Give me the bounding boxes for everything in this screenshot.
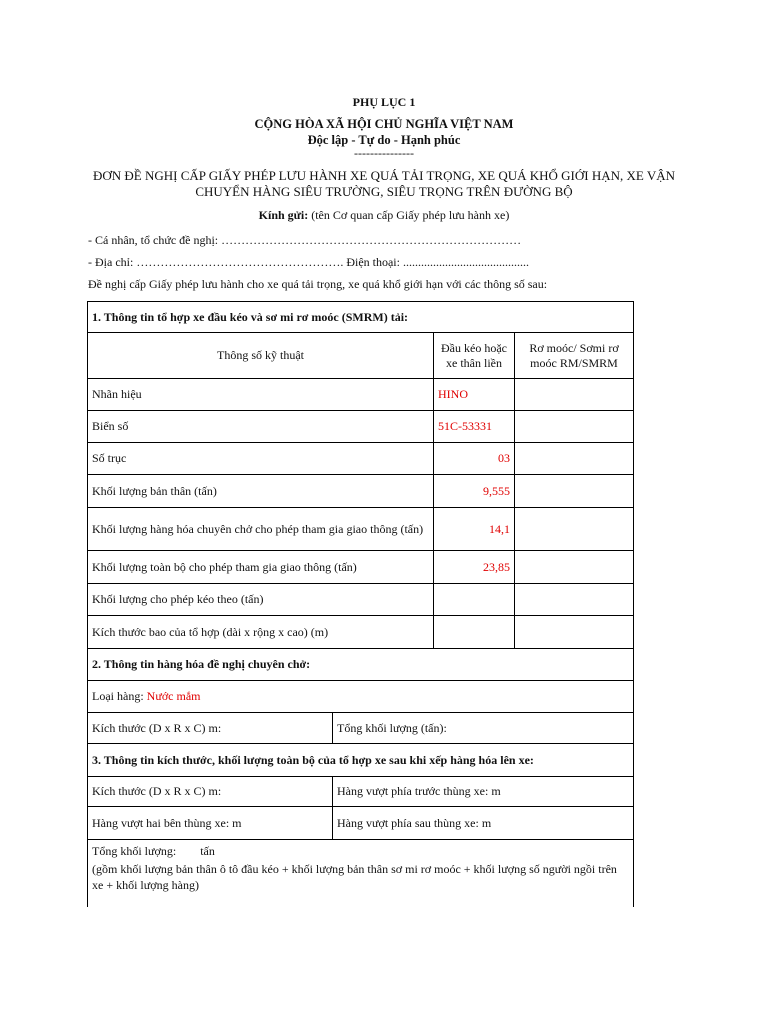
row-label: Số trục: [88, 443, 434, 475]
table-row: [88, 475, 634, 508]
table-row: [88, 411, 634, 443]
form-title-line1: ĐƠN ĐỀ NGHỊ CẤP GIẤY PHÉP LƯU HÀNH XE QUÁ TẢI TRỌNG, XE QUÁ KHỔ GIỚI HẠN, XE VẬN: [92, 168, 676, 183]
applicant-line: - Cá nhân, tổ chức đề nghị: …………………………………………………………………: [88, 233, 522, 247]
tractor-value: 03: [434, 443, 515, 475]
tractor-value: 14,1: [434, 508, 515, 551]
vehicle-info-table: [87, 301, 634, 907]
front-overhang: Hàng vượt phía trước thùng xe: m: [333, 777, 634, 807]
tractor-value: 9,555: [434, 475, 515, 508]
row-label: Khối lượng bản thân (tấn): [88, 475, 434, 508]
trailer-value: [515, 584, 634, 616]
row-label: Biển số: [88, 411, 434, 443]
table-row: [88, 584, 634, 616]
row-label: Khối lượng hàng hóa chuyên chở cho phép tham gia giao thông (tấn): [88, 508, 434, 551]
cargo-dimensions: Kích thước (D x R x C) m:: [88, 713, 333, 744]
cargo-type-value: Nước mắm: [146, 689, 201, 703]
cargo-total-weight: Tổng khối lượng (tấn):: [333, 713, 634, 744]
trailer-value: [515, 411, 634, 443]
recipient-line: [0, 208, 768, 223]
total-weight-note: (gồm khối lượng bản thân ô tô đầu kéo + khối lượng bản thân sơ mi rơ moóc + khối lượng số người ngồi trên xe + khối lượng hàng): [92, 862, 617, 892]
appendix-label: PHỤ LỤC 1: [352, 95, 416, 109]
section1-title: 1. Thông tin tổ hợp xe đầu kéo và sơ mi rơ moóc (SMRM) tải:: [88, 302, 634, 333]
table-row: [88, 379, 634, 411]
total-weight-label: Tổng khối lượng:: [92, 844, 177, 858]
cargo-type-label: Loại hàng:: [92, 689, 147, 703]
tractor-value: [434, 584, 515, 616]
section2-title: 2. Thông tin hàng hóa đề nghị chuyên chở:: [88, 649, 634, 681]
trailer-value: [515, 379, 634, 411]
request-line: Đề nghị cấp Giấy phép lưu hành cho xe quá tải trọng, xe quá khổ giới hạn với các thông số sau:: [88, 277, 548, 291]
row-label: Khối lượng cho phép kéo theo (tấn): [88, 584, 434, 616]
rear-overhang: Hàng vượt phía sau thùng xe: m: [333, 807, 634, 840]
col-header-spec: Thông số kỹ thuật: [88, 333, 434, 379]
total-weight-unit: tấn: [200, 844, 215, 858]
table-row: [88, 443, 634, 475]
table-row: [88, 551, 634, 584]
total-weight-line: [92, 843, 629, 859]
trailer-value: [515, 475, 634, 508]
row-label: Kích thước bao của tổ hợp (dài x rộng x cao) (m): [88, 616, 434, 649]
total-weight-block: [88, 840, 634, 907]
row-label: Khối lượng toàn bộ cho phép tham gia giao thông (tấn): [88, 551, 434, 584]
table-row: [88, 508, 634, 551]
col-header-tractor: Đầu kéo hoặc xe thân liền: [434, 333, 515, 379]
side-overhang: Hàng vượt hai bên thùng xe: m: [88, 807, 333, 840]
section3-title: 3. Thông tin kích thước, khối lượng toàn bộ của tổ hợp xe sau khi xếp hàng hóa lên xe:: [88, 744, 634, 777]
recipient-text: (tên Cơ quan cấp Giấy phép lưu hành xe): [308, 208, 510, 222]
trailer-value: [515, 551, 634, 584]
address-line: - Địa chỉ: ……………………………………………. Điện thoại: ..........................................: [88, 255, 529, 269]
form-title-line2: CHUYỂN HÀNG SIÊU TRƯỜNG, SIÊU TRỌNG TRÊN ĐƯỜNG BỘ: [195, 184, 573, 199]
trailer-value: [515, 616, 634, 649]
tractor-value: HINO: [434, 379, 515, 411]
loaded-dimensions: Kích thước (D x R x C) m:: [88, 777, 333, 807]
tractor-value: 51C-53331: [434, 411, 515, 443]
motto: Độc lập - Tự do - Hạnh phúc: [307, 133, 461, 147]
header-divider: ---------------: [354, 146, 414, 160]
trailer-value: [515, 508, 634, 551]
recipient-label: Kính gửi:: [258, 208, 309, 222]
cargo-type: [88, 681, 634, 713]
trailer-value: [515, 443, 634, 475]
tractor-value: 23,85: [434, 551, 515, 584]
col-header-trailer: Rơ moóc/ Sơmi rơ moóc RM/SMRM: [515, 333, 634, 379]
table-row: [88, 616, 634, 649]
row-label: Nhãn hiệu: [88, 379, 434, 411]
tractor-value: [434, 616, 515, 649]
country-name: CỘNG HÒA XÃ HỘI CHỦ NGHĨA VIỆT NAM: [254, 117, 514, 131]
